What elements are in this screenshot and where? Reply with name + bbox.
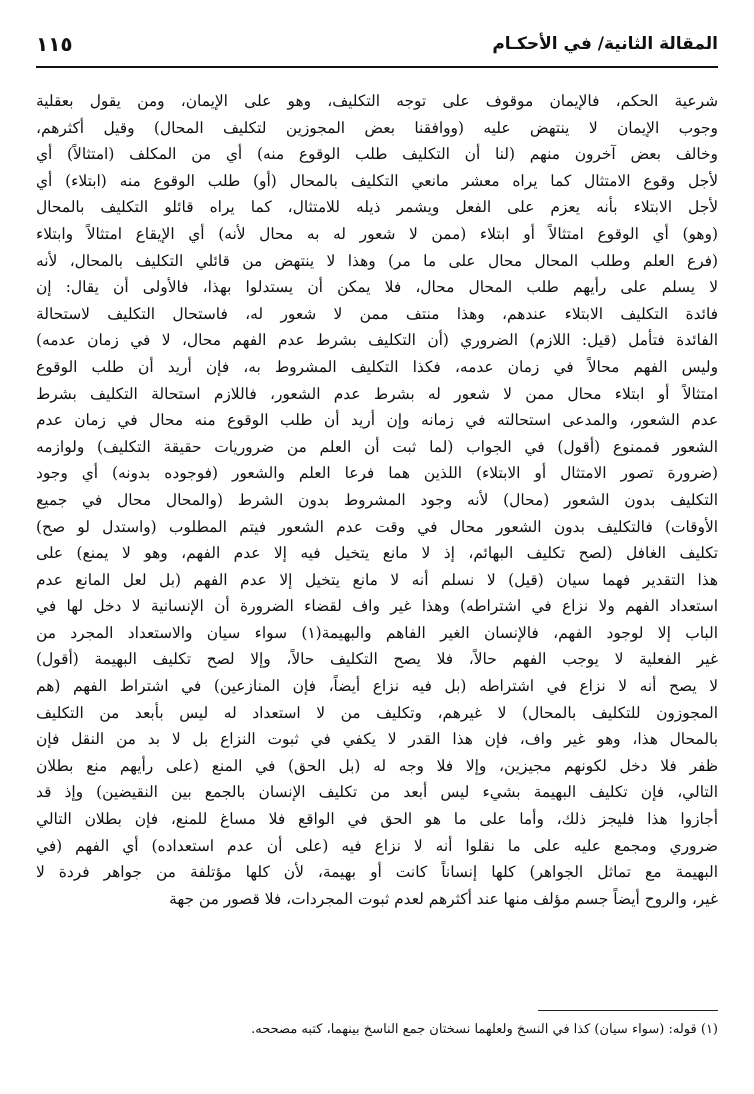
text-line: البهيمة مع تماثل الجواهر) كلها إنساناً كانت أو بهيمة، لأن كلها مؤتلفة من جواهر فردة لا <box>36 863 718 882</box>
text-line: التالي، فإن تكليف البهيمة بشيء ليس أبعد من تكليف الإنسان بالجمع بين النقيضين) وإذ قد <box>36 783 718 802</box>
text-line: شرعية الحكم، فالإيمان موقوف على توجه التكليف، وهو على الإيمان، ومن يقول بعقلية <box>36 92 718 110</box>
page-number: ١١٥ <box>36 32 73 56</box>
text-line: الفائدة فتأمل (قيل: اللازم) الضروري (أن التكليف بشرط عدم الفهم محال، لا في زمان عدمه) <box>36 331 718 350</box>
text-line: بالمحال هذا، وهو غير واف، فإن هذا القدر لا يكفي في ثبوت النزاع بل لا بد من النقل فإن <box>36 730 718 749</box>
text-line: الشعور فممنوع (أقول) في الجواب (لما ثبت أن العلم من ضروريات حقيقة التكليف) ولوازمه <box>36 437 718 456</box>
text-line: وخالف بعض آخرون منهم (لنا أن التكليف طلب الوقوع منه) أي من المكلف (امتثالاً) أي <box>36 145 718 164</box>
text-line: ضروري ومجمع عليه على ما نقلوا أنه لا نزاع فيه (على أن عدم استعداده) أي الفهم (في <box>36 836 718 855</box>
text-line: تكليف الغافل (لصح تكليف البهائم، إذ لا مانع يتخيل فيه إلا عدم الفهم، وهو لا يمنع) على <box>36 544 718 563</box>
footnote: (١) قوله: (سواء سيان) كذا في النسخ ولعلهما نسختان جمع الناسخ بينهما، كتبه مصححه. <box>251 1022 718 1037</box>
text-line: غير الفعلية لا يوجب الفهم حالاً، فلا يصح التكليف حالاً، وإلا لصح تكليف البهيمة (أقول) <box>36 650 718 669</box>
text-line: امتثالاً أو ابتلاء محال ممن لا شعور له بشرط عدم الشعور، فاللازم استحالة التكليف بشرط <box>36 384 718 403</box>
body-text <box>36 88 718 912</box>
text-line: فائدة التكليف الابتلاء عندهم، وهذا منتف ممن لا شعور له، فاستحال التكليف لاستحالة <box>36 304 718 323</box>
text-line: التكليف بدون الشعور (محال) لأنه وجود المشروط بدون الشرط (والمحال محال في جميع <box>36 490 718 509</box>
text-line: الأوقات) فالتكليف بدون الشعور محال في وقت عدم الشعور فيتم المطلوب (واستدل لو صح) <box>36 517 718 536</box>
text-line: لا يصح أنه لا نزاع في اشتراطه (بل فيه نزاع أيضاً، فإن المنازعين) في اشتراط الفهم (هم <box>36 677 718 696</box>
text-line: عدم الشعور، والمدعى استحالته في زمانه وإن أريد أن طلب الوقوع منه محال في زمان عدم <box>36 411 718 430</box>
text-line: (ضرورة تصور الامتثال أو الابتلاء) اللذين هما فرعا العلم والشعور (فوجوده بدونه) أي وجود <box>36 464 718 483</box>
text-line: وجوب الإيمان لا ينتهض عليه (ووافقنا بعض المجوزين لتكليف المحال) وقيل أكثرهم، <box>36 118 718 137</box>
text-line: هذا التقدير فهما سيان (قيل) لا نسلم أنه لا مانع يتخيل إلا عدم الفهم (بل لعل المانع عدم <box>36 570 718 589</box>
text-line: استعداد الفهم ولا نزاع في اشتراطه) وهذا غير واف لقضاء الضرورة أن الإنسانية لا دخل لها في <box>36 597 718 616</box>
page-header <box>36 28 718 68</box>
text-line: لأجل الابتلاء بأنه يعزم على الفعل ويشمر ذيله للامتثال، كما يراه قائلو التكليف بالمحال <box>36 198 718 217</box>
text-line: ظفر فلا دخل لكونهم مجيزين، وإلا فلا وجه له (بل الحق) في المنع (على رأيهم منع بطلان <box>36 756 718 775</box>
text-line: لأجل وقوع الامتثال كما يراه معشر مانعي التكليف بالمحال (أو) طلب الوقوع منه (ابتلاء) أي <box>36 171 718 190</box>
text-line: لا يسلم على رأيهم طلب المحال محال، فلا يمكن أن يستدلوا بهذا، فالأولى أن يقال: إن <box>36 278 718 297</box>
text-line: المجوزون للتكليف بالمحال) لا غيرهم، وتكليف من لا استعداد له ليس بأبعد من التكليف <box>36 703 718 722</box>
text-line: الباب إلا لوجود الفهم، فالإنسان الغير الفاهم والبهيمة(١) سواء سيان والاستعداد المجرد من <box>36 623 718 642</box>
text-line: غير، والروح أيضاً جسم مؤلف منها عند أكثرهم لعدم ثبوت المجردات، فلا قصور من جهة <box>169 889 718 908</box>
text-line: (فرع العلم وطلب المحال محال على ما مر) وهذا لا ينتهض من قائلي التكليف بالمحال، لأنه <box>36 251 718 270</box>
text-line: وليس الفهم محالاً في زمان عدمه، فكذا التكليف المشروط به، فإن أريد أن طلب الوقوع <box>36 357 718 376</box>
footnote-divider <box>538 1010 718 1011</box>
running-title: المقالة الثانية/ في الأحكـام <box>492 34 718 54</box>
text-line: (وهو) أي الوقوع امتثالاً أو ابتلاء (ممن لا شعور له به محال لأنه) أي الإيقاع امتثالاً وابتلاء <box>36 224 718 243</box>
text-line: أجازوا هذا فليجز ذلك، وأما على ما هو الحق في الواقع فلا مساغ للمنع، فإن بطلان التالي <box>36 810 718 829</box>
